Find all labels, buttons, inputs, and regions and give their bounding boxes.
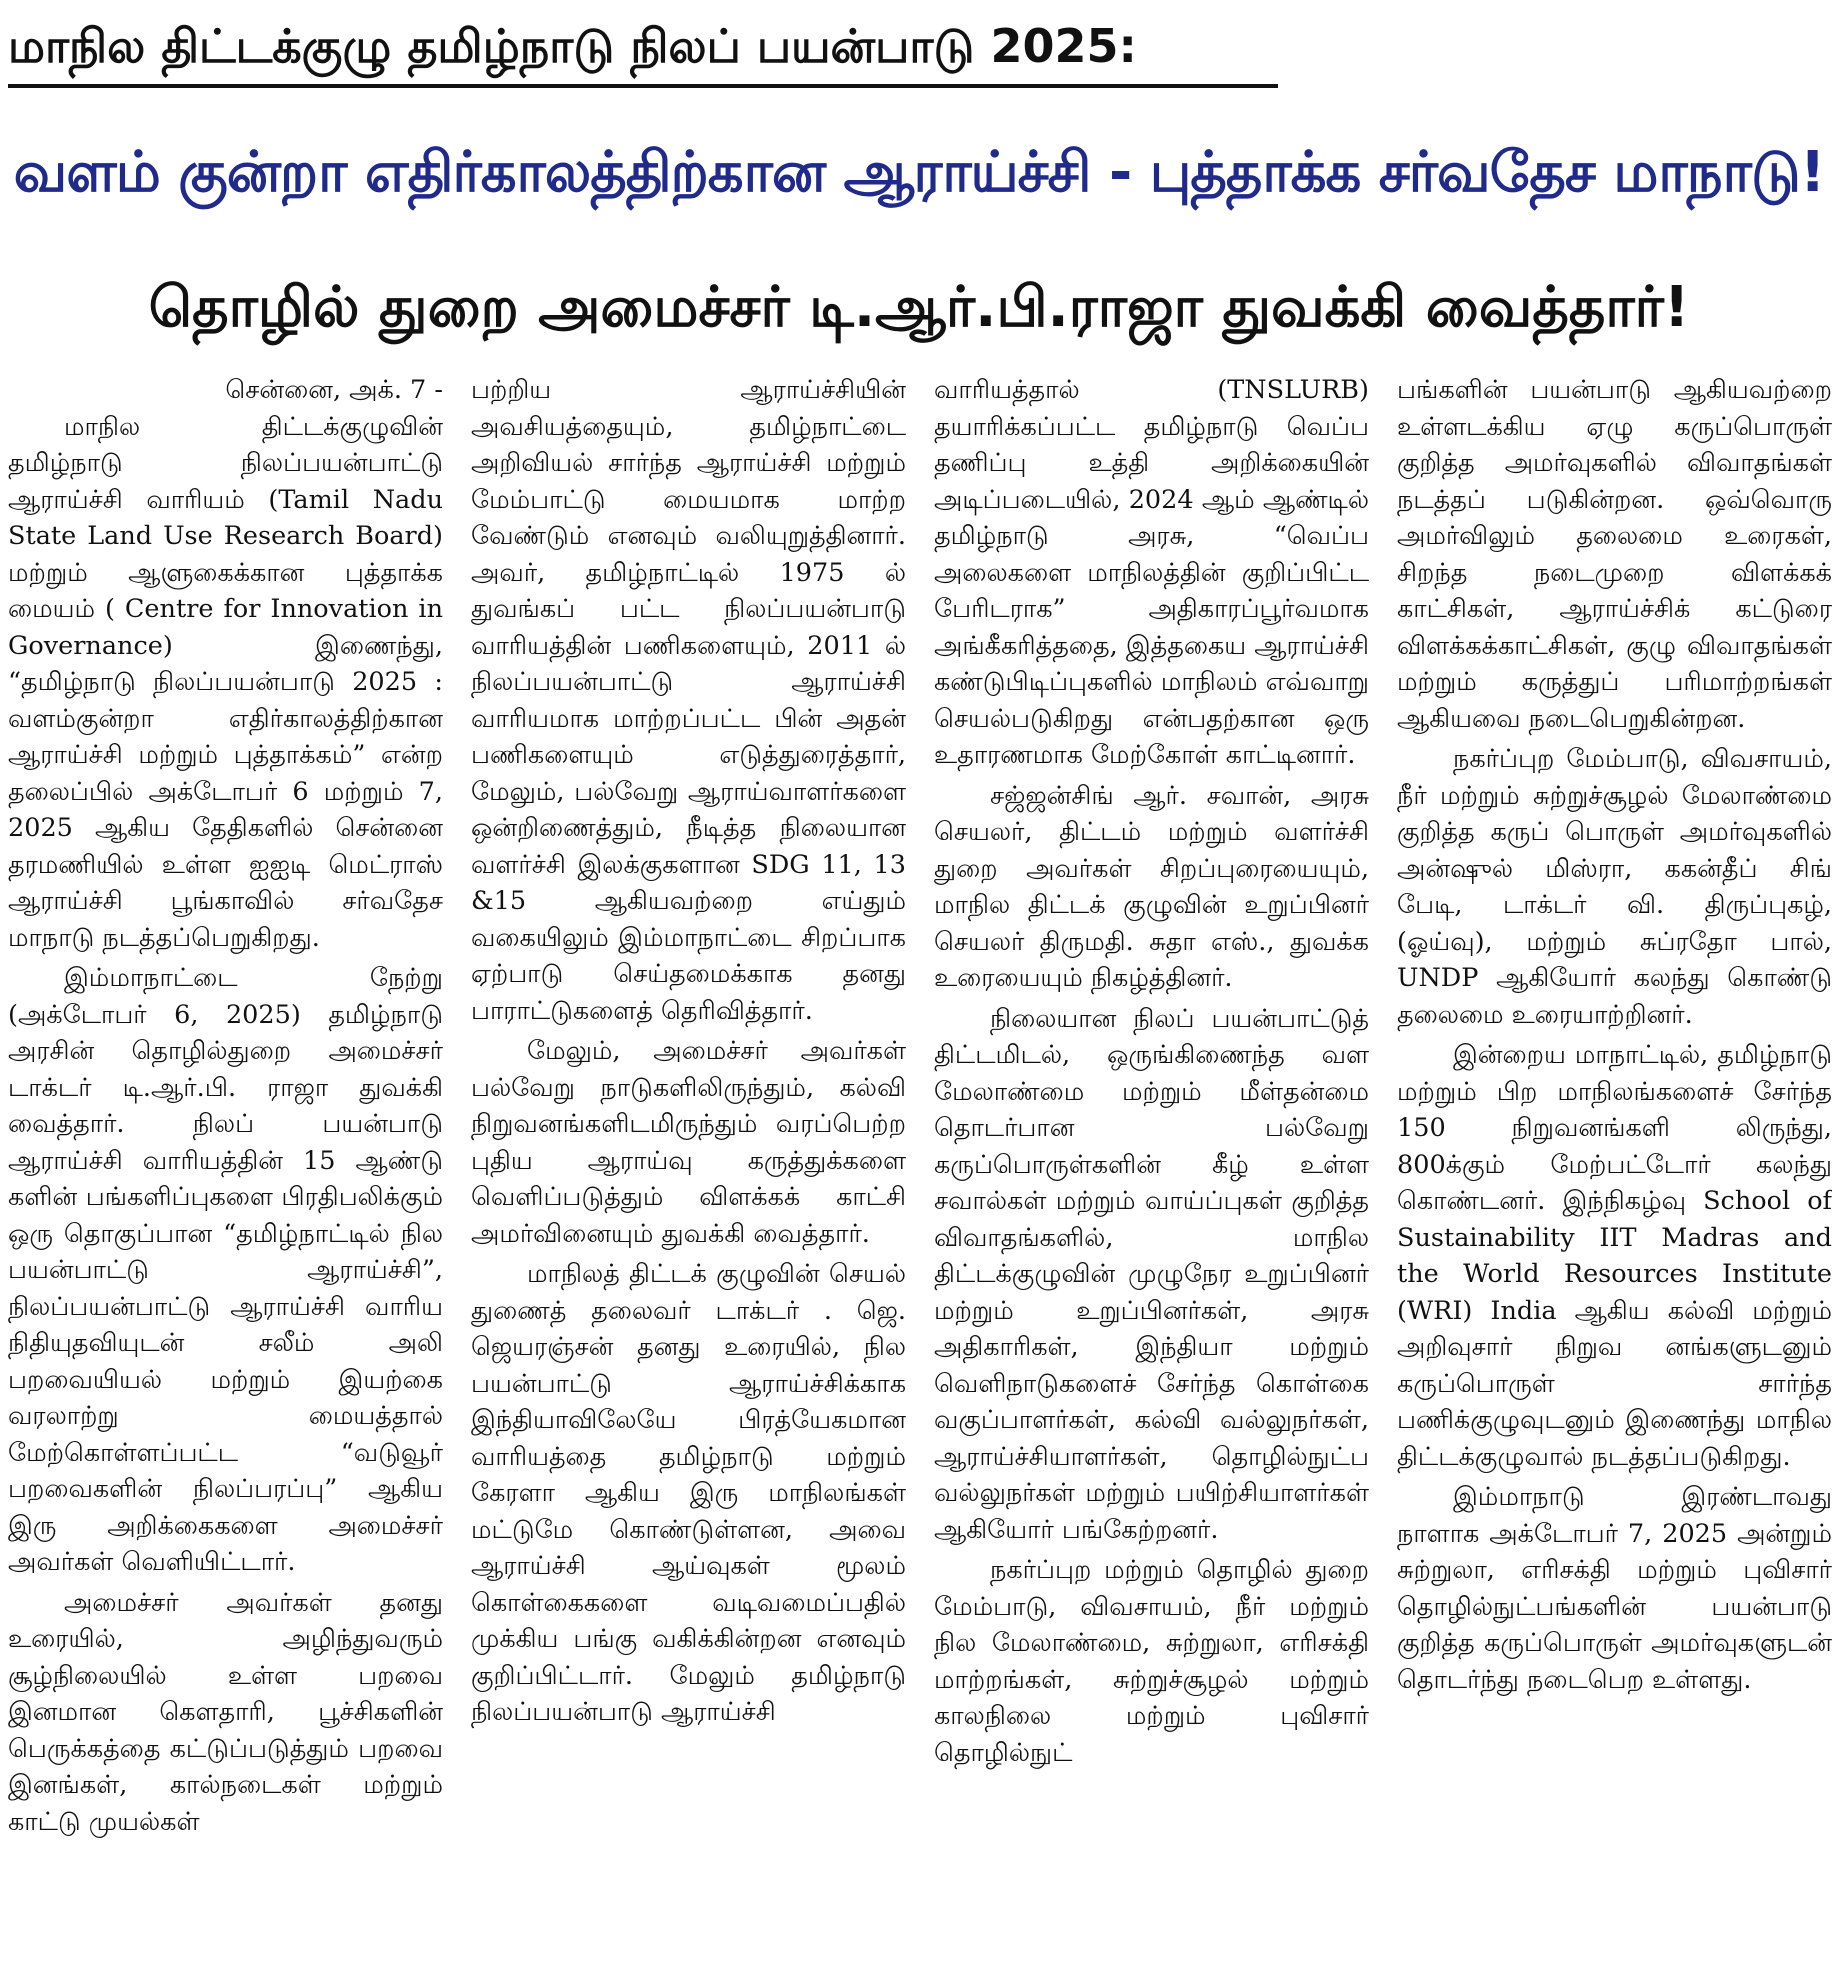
dateline: சென்னை, அக். 7 - — [225, 375, 443, 405]
paragraph: வாரியத்தால் (TNSLURB) தயாரிக்கப்பட்ட தமிழ்நாடு வெப்ப தணிப்பு உத்தி அறிக்கையின் அடிப்படையில், 2024 ஆம் ஆண்டில் தமிழ்நாடு அரசு, “வெப்ப அலைகளை மாநிலத்தின் குறிப்பிட்ட பேரிடராக” அதிகாரப்பூர்வமாக அங்கீகரித்ததை, இத்தகைய ஆராய்ச்சி கண்டுபிடிப்புகளில் மாநிலம் எவ்வாறு செயல்படுகிறது என்பதற்கான ஒரு உதாரணமாக மேற்கோள் காட்டினார். — [934, 375, 1369, 770]
paragraph: நிலையான நிலப் பயன்பாட்டுத் திட்டமிடல், ஒருங்கிணைந்த வள மேலாண்மை மற்றும் மீள்தன்மை தொடர்பான பல்வேறு கருப்பொருள்களின் கீழ் உள்ள சவால்கள் மற்றும் வாய்ப்புகள் குறித்த விவாதங்களில், மாநில திட்டக்குழுவின் முழுநேர உறுப்பினர் மற்றும் உறுப்பினர்கள், அரசு அதிகாரிகள், இந்தியா மற்றும் வெளிநாடுகளைச் சேர்ந்த கொள்கை வகுப்பாளர்கள், கல்வி வல்லுநர்கள், ஆராய்ச்சியாளர்கள், தொழில்நுட்ப வல்லுநர்கள் மற்றும் பயிற்சியாளர்கள் ஆகியோர் பங்கேற்றனர். — [934, 1003, 1369, 1545]
paragraph: சஜ்ஜன்சிங் ஆர். சவான், அரசு செயலர், திட்டம் மற்றும் வளர்ச்சி துறை அவர்கள் சிறப்புரையையும், மாநில திட்டக் குழுவின் உறுப்பினர் செயலர் திருமதி. சுதா எஸ்., துவக்க உரையையும் நிகழ்த்தினர். — [934, 780, 1369, 993]
paragraph: இம்மாநாட்டை நேற்று (அக்டோபர் 6, 2025) தமிழ்நாடு அரசின் தொழில்துறை அமைச்சர் டாக்டர் டி.ஆர்.பி. ராஜா துவக்கி வைத்தார். நிலப் பயன்பாடு ஆராய்ச்சி வாரியத்தின் 15 ஆண்டு களின் பங்களிப்புகளை பிரதிபலிக்கும் ஒரு தொகுப்பான “தமிழ்நாட்டில் நில பயன்பாட்டு ஆராய்ச்சி”, நிலப்பயன்பாட்டு ஆராய்ச்சி வாரிய நிதியுதவியுடன் சலீம் அலி பறவையியல் மற்றும் இயற்கை வரலாற்று மையத்தால் மேற்கொள்ளப்பட்ட “வடுவூர் பறவைகளின் நிலப்பரப்பு” ஆகிய இரு அறிக்கைகளை அமைச்சர் அவர்கள் வெளியிட்டார். — [8, 963, 443, 1577]
main-headline: வளம் குன்றா எதிர்காலத்திற்கான ஆராய்ச்சி - புத்தாக்க சர்வதேச மாநாடு! — [13, 140, 1825, 205]
paragraph: நகர்ப்புற மற்றும் தொழில் துறை மேம்பாடு, விவசாயம், நீர் மற்றும் நில மேலாண்மை, சுற்றுலா, எரிசக்தி மாற்றங்கள், சுற்றுச்சூழல் மற்றும் காலநிலை மற்றும் புவிசார் தொழில்நுட் — [934, 1555, 1369, 1768]
paragraph: மாநில திட்டக்குழுவின் தமிழ்நாடு நிலப்பயன்பாட்டு ஆராய்ச்சி வாரியம் (Tamil Nadu State Land Use Research Board) மற்றும் ஆளுகைக்கான புத்தாக்க மையம் ( Centre for Innovation in Governance) இணைந்து, “தமிழ்நாடு நிலப்பயன்பாடு 2025 : வளம்குன்றா எதிர்காலத்திற்கான ஆராய்ச்சி மற்றும் புத்தாக்கம்” என்ற தலைப்பில் அக்டோபர் 6 மற்றும் 7, 2025 ஆகிய தேதிகளில் சென்னை தரமணியில் உள்ள ஐஐடி மெட்ராஸ் ஆராய்ச்சி பூங்காவில் சர்வதேச மாநாடு நடத்தப்பெறுகிறது. — [8, 411, 443, 953]
kicker-headline: மாநில திட்டக்குழு தமிழ்நாடு நிலப் பயன்பாடு 2025: — [8, 19, 1137, 73]
article-body — [8, 372, 1832, 1970]
article-column-2 — [471, 372, 906, 1970]
sub-headline: தொழில் துறை அமைச்சர் டி.ஆர்.பி.ராஜா துவக்கி வைத்தார்! — [148, 275, 1690, 340]
article-column-4 — [1397, 372, 1832, 1970]
paragraph: பற்றிய ஆராய்ச்சியின் அவசியத்தையும், தமிழ்நாட்டை அறிவியல் சார்ந்த ஆராய்ச்சி மற்றும் மேம்பாட்டு மையமாக மாற்ற வேண்டும் எனவும் வலியுறுத்தினார். அவர், தமிழ்நாட்டில் 1975 ல் துவங்கப் பட்ட நிலப்பயன்பாடு வாரியத்தின் பணிகளையும், 2011 ல் நிலப்பயன்பாட்டு ஆராய்ச்சி வாரியமாக மாற்றப்பட்ட பின் அதன் பணிகளையும் எடுத்துரைத்தார், மேலும், பல்வேறு ஆராய்வாளர்களை ஒன்றிணைத்தும், நீடித்த நிலையான வளர்ச்சி இலக்குகளான SDG 11, 13 &15 ஆகியவற்றை எய்தும் வகையிலும் இம்மாநாட்டை சிறப்பாக ஏற்பாடு செய்தமைக்காக தனது பாராட்டுகளைத் தெரிவித்தார். — [471, 375, 906, 1026]
kicker-underline — [8, 84, 1278, 88]
article-column-3 — [934, 372, 1369, 1970]
paragraph: இம்மாநாடு இரண்டாவது நாளாக அக்டோபர் 7, 2025 அன்றும் சுற்றுலா, எரிசக்தி மற்றும் புவிசார் தொழில்நுட்பங்களின் பயன்பாடு குறித்த கருப்பொருள் அமர்வுகளுடன் தொடர்ந்து நடைபெற உள்ளது. — [1397, 1482, 1832, 1695]
paragraph: மேலும், அமைச்சர் அவர்கள் பல்வேறு நாடுகளிலிருந்தும், கல்வி நிறுவனங்களிடமிருந்தும் வரப்பெற்ற புதிய ஆராய்வு கருத்துக்களை வெளிப்படுத்தும் விளக்கக் காட்சி அமர்வினையும் துவக்கி வைத்தார். — [471, 1036, 906, 1249]
paragraph: அமைச்சர் அவர்கள் தனது உரையில், அழிந்துவரும் சூழ்நிலையில் உள்ள பறவை இனமான கௌதாரி, பூச்சிகளின் பெருக்கத்தை கட்டுப்படுத்தும் பறவை இனங்கள், கால்நடைகள் மற்றும் காட்டு முயல்கள் — [8, 1587, 443, 1837]
paragraph: பங்களின் பயன்பாடு ஆகியவற்றை உள்ளடக்கிய ஏழு கருப்பொருள் குறித்த அமர்வுகளில் விவாதங்கள் நடத்தப் படுகின்றன. ஒவ்வொரு அமர்விலும் தலைமை உரைகள், சிறந்த நடைமுறை விளக்கக் காட்சிகள், ஆராய்ச்சிக் கட்டுரை விளக்கக்காட்சிகள், குழு விவாதங்கள் மற்றும் கருத்துப் பரிமாற்றங்கள் ஆகியவை நடைபெறுகின்றன. — [1397, 375, 1832, 734]
paragraph: நகர்ப்புற மேம்பாடு, விவசாயம், நீர் மற்றும் சுற்றுச்சூழல் மேலாண்மை குறித்த கருப் பொருள் அமர்வுகளில் அன்ஷுல் மிஸ்ரா, ககன்தீப் சிங் பேடி, டாக்டர் வி. திருப்புகழ், (ஓய்வு), மற்றும் சுப்ரதோ பால், UNDP ஆகியோர் கலந்து கொண்டு தலைமை உரையாற்றினர். — [1397, 744, 1832, 1030]
article-column-1 — [8, 372, 443, 1970]
paragraph: இன்றைய மாநாட்டில், தமிழ்நாடு மற்றும் பிற மாநிலங்களைச் சேர்ந்த 150 நிறுவனங்களி லிருந்து, 800க்கும் மேற்பட்டோர் கலந்து கொண்டனர். இந்நிகழ்வு School of Sustainability IIT Madras and the World Resources Institute (WRI) India ஆகிய கல்வி மற்றும் அறிவுசார் நிறுவ னங்களுடனும் கருப்பொருள் சார்ந்த பணிக்குழுவுடனும் இணைந்து மாநில திட்டக்குழுவால் நடத்தப்படுகிறது. — [1397, 1040, 1832, 1472]
paragraph: மாநிலத் திட்டக் குழுவின் செயல் துணைத் தலைவர் டாக்டர் . ஜெ. ஜெயரஞ்சன் தனது உரையில், நில பயன்பாட்டு ஆராய்ச்சிக்காக இந்தியாவிலேயே பிரத்யேகமான வாரியத்தை தமிழ்நாடு மற்றும் கேரளா ஆகிய இரு மாநிலங்கள் மட்டுமே கொண்டுள்ளன, அவை ஆராய்ச்சி ஆய்வுகள் மூலம் கொள்கைகளை வடிவமைப்பதில் முக்கிய பங்கு வகிக்கின்றன எனவும் குறிப்பிட்டார். மேலும் தமிழ்நாடு நிலப்பயன்பாடு ஆராய்ச்சி — [471, 1259, 906, 1727]
